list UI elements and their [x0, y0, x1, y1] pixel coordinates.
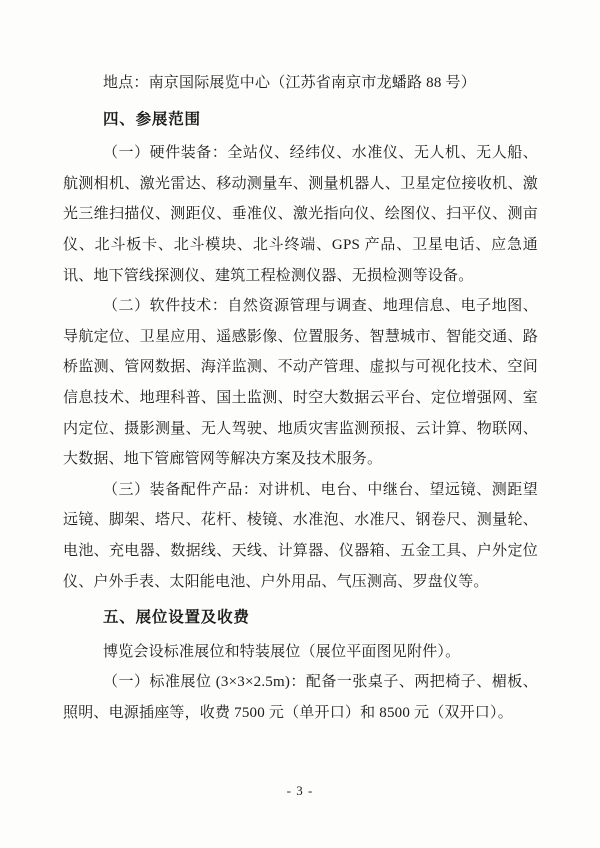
standard-booth-paragraph: （一）标准展位 (3×3×2.5m)：配备一张桌子、两把椅子、楣板、照明、电源插座等，收费 7500 元（单开口）和 8500 元（双开口）。 [63, 674, 538, 721]
location-line: 地点：南京国际展览中心（江苏省南京市龙蟠路 88 号） [103, 75, 476, 91]
booth-intro-paragraph: 博览会设标准展位和特装展位（展位平面图见附件）。 [103, 643, 461, 660]
section-heading-booth-fees: 五、展位设置及收费 [103, 609, 250, 627]
accessory-products-paragraph: （三）装备配件产品：对讲机、电台、中继台、望远镜、测距望远镜、脚架、塔尺、花杆、棱镜、水准泡、水准尺、钢卷尺、测量轮、电池、充电器、数据线、天线、计算器、仪器箱、五金工具、户外定位仪、户外手表、太阳能电池、户外用品、气压测高、罗盘仪等。 [63, 481, 538, 590]
section-heading-exhibit-scope: 四、参展范围 [103, 110, 201, 128]
software-technology-paragraph: （二）软件技术：自然资源管理与调查、地理信息、电子地图、导航定位、卫星应用、遥感影像、位置服务、智慧城市、智能交通、路桥监测、管网数据、海洋监测、不动产管理、虚拟与可视化技术、空间信息技术、地理科普、国土监测、时空大数据云平台、定位增强网、室内定位、摄影测量、无人驾驶、地质灾害监测预报、云计算、物联网、大数据、地下管廊管网等解决方案及技术服务。 [63, 298, 538, 468]
page-number: - 3 - [286, 783, 314, 798]
hardware-equipment-paragraph: （一）硬件装备：全站仪、经纬仪、水准仪、无人机、无人船、航测相机、激光雷达、移动测量车、测量机器人、卫星定位接收机、激光三维扫描仪、测距仪、垂准仪、激光指向仪、绘图仪、扫平仪、测亩仪、北斗板卡、北斗模块、北斗终端、GPS 产品、卫星电话、应急通讯、地下管线探测仪、建筑工程检测仪器、无损检测等设备。 [63, 145, 538, 284]
